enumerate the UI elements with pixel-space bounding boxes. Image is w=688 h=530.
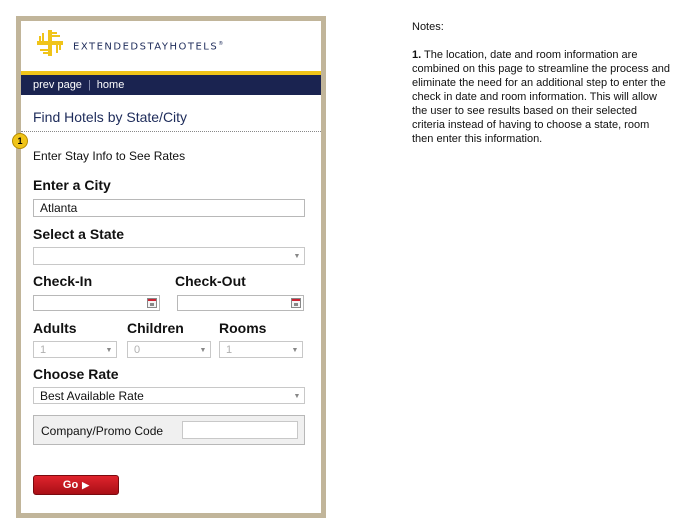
notes-item-text: The location, date and room information are combined on this page to streamline the process and eliminate the need for an additional step to enter the check in date and room information. This will allow the user to see results based on their selected criteria instead of having to choose a state, room then enter this information. [412, 49, 671, 145]
adults-label: Adults [33, 320, 77, 336]
rate-select[interactable] [33, 387, 305, 404]
chevron-down-icon: ▼ [199, 347, 207, 354]
rate-label: Choose Rate [33, 366, 119, 382]
adults-select[interactable] [33, 341, 117, 358]
children-select-value: 0 [134, 343, 141, 356]
notes-item-number: 1. [412, 49, 422, 61]
children-label: Children [127, 320, 184, 336]
section-heading: Enter Stay Info to See Rates [33, 149, 186, 163]
go-button[interactable] [33, 475, 119, 495]
page-title: Find Hotels by State/City [33, 109, 188, 125]
chevron-down-icon: ▼ [105, 347, 113, 354]
header-logo[interactable] [21, 21, 321, 73]
promo-code-input[interactable] [182, 421, 298, 439]
nav-separator: | [87, 79, 91, 91]
chevron-down-icon: ▼ [293, 253, 301, 260]
adults-select-value: 1 [40, 343, 47, 356]
notes-title: Notes: [412, 21, 444, 33]
city-input[interactable] [33, 199, 305, 217]
brand-logo-icon [37, 30, 63, 56]
mobile-page-frame [16, 16, 326, 518]
chevron-down-icon: ▼ [293, 393, 301, 400]
promo-code-group [33, 415, 305, 445]
brand-name: EXTENDEDSTAYHOTELS® [73, 41, 224, 53]
promo-code-label: Company/Promo Code [41, 424, 164, 438]
calendar-icon[interactable] [147, 298, 157, 308]
annotation-badge: 1 [12, 133, 28, 149]
chevron-down-icon: ▼ [291, 347, 299, 354]
checkin-label: Check-In [33, 273, 93, 289]
title-divider [21, 131, 321, 132]
top-nav [21, 75, 321, 95]
prev-page-link[interactable]: prev page [33, 79, 82, 91]
play-arrow-icon: ▶ [82, 479, 90, 490]
checkout-label: Check-Out [175, 273, 246, 289]
children-select[interactable] [127, 341, 211, 358]
rooms-label: Rooms [219, 320, 267, 336]
rooms-select-value: 1 [226, 343, 233, 356]
rooms-select[interactable] [219, 341, 303, 358]
checkout-input[interactable] [177, 295, 304, 311]
go-button-label: Go [62, 479, 79, 491]
calendar-icon[interactable] [291, 298, 301, 308]
state-label: Select a State [33, 226, 125, 242]
city-label: Enter a City [33, 177, 111, 193]
notes-panel [412, 20, 672, 146]
checkin-input[interactable] [33, 295, 160, 311]
home-link[interactable]: home [96, 79, 125, 91]
rate-select-value: Best Available Rate [40, 388, 144, 403]
notes-item [412, 48, 672, 146]
city-input-value: Atlanta [40, 201, 78, 215]
state-select[interactable] [33, 247, 305, 265]
